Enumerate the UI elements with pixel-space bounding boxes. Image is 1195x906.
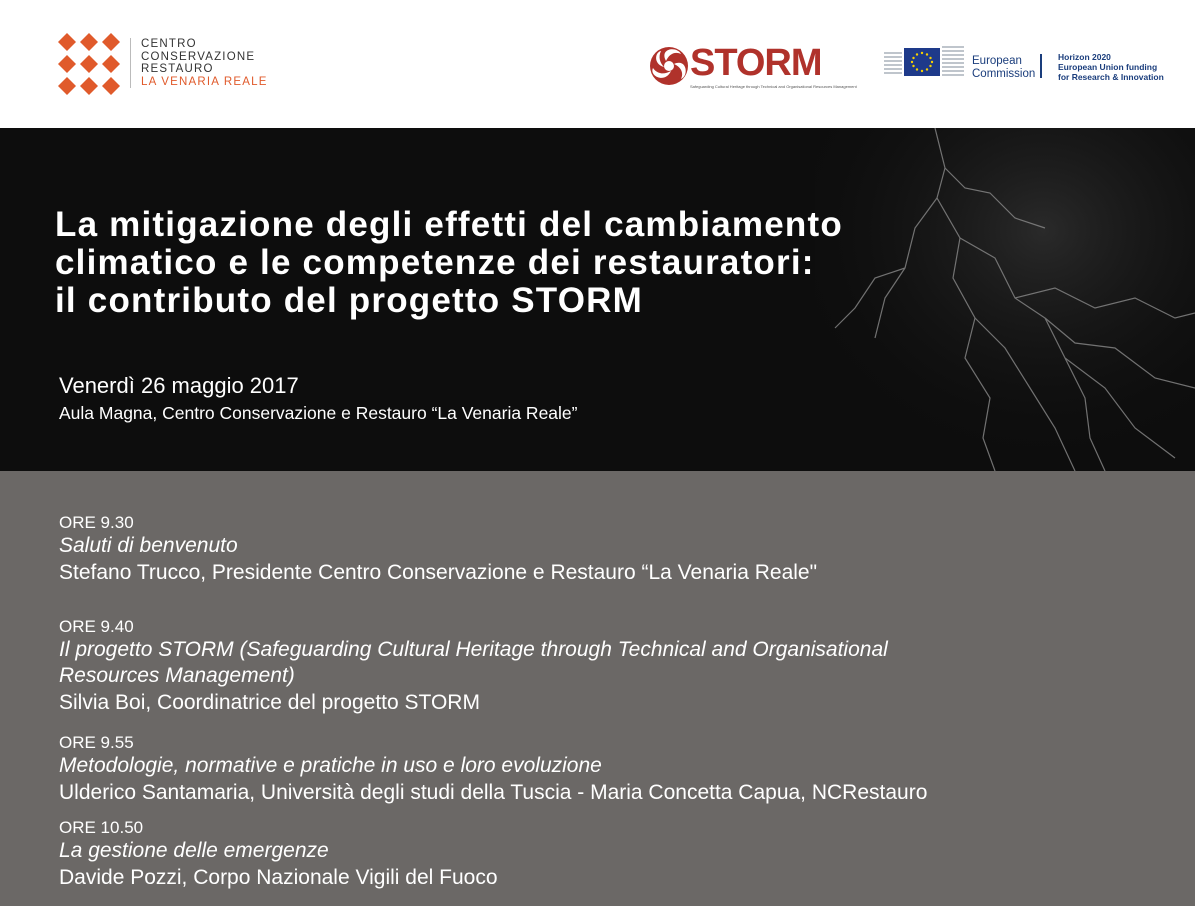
ccr-line-2: CONSERVAZIONE xyxy=(141,50,256,63)
program-item xyxy=(59,818,498,892)
program-item xyxy=(59,733,927,807)
hero-banner xyxy=(0,128,1195,471)
title-line-3: il contributo del progetto STORM xyxy=(55,281,643,320)
program-time: ORE 9.30 xyxy=(59,513,134,532)
horizon-2020-text xyxy=(1058,52,1164,82)
program-speaker: Silvia Boi, Coordinatrice del progetto STORM xyxy=(59,691,480,714)
program-time: ORE 10.50 xyxy=(59,818,144,837)
ccr-line-1: CENTRO xyxy=(141,38,197,50)
title-line-2: climatico e le competenze dei restauratori: xyxy=(55,243,815,282)
program-speaker: Davide Pozzi, Corpo Nazionale Vigili del Fuoco xyxy=(59,866,498,889)
ec-line-1: European xyxy=(972,55,1022,67)
program-talk: La gestione delle emergenze xyxy=(59,839,329,862)
storm-tagline: Safeguarding Cultural Heritage through Technical and Organisational Resources Management xyxy=(690,84,857,89)
program-speaker: Ulderico Santamaria, Università degli studi della Tuscia - Maria Concetta Capua, NCRestauro xyxy=(59,781,928,804)
program-item xyxy=(59,617,888,717)
european-commission-logo-icon xyxy=(884,38,974,82)
program-time: ORE 9.40 xyxy=(59,617,134,636)
logo-divider xyxy=(130,38,131,88)
program-talk: Metodologie, normative e pratiche in uso e loro evoluzione xyxy=(59,754,602,777)
program-talk: Resources Management) xyxy=(59,664,295,687)
ec-line-2: Commission xyxy=(972,68,1036,80)
event-venue: Aula Magna, Centro Conservazione e Restauro “La Venaria Reale” xyxy=(59,403,578,423)
program-talk: Il progetto STORM (Safeguarding Cultural Heritage through Technical and Organisational xyxy=(59,638,888,661)
h2020-line-2: European Union funding xyxy=(1058,62,1158,72)
header xyxy=(0,0,1195,128)
program-item xyxy=(59,513,817,587)
h2020-line-3: for Research & Innovation xyxy=(1058,72,1164,82)
ccr-line-4: LA VENARIA REALE xyxy=(141,75,268,88)
ccr-logo-text xyxy=(141,38,268,88)
event-title xyxy=(55,206,1175,320)
program-talk: Saluti di benvenuto xyxy=(59,534,238,557)
title-line-1: La mitigazione degli effetti del cambiamento xyxy=(55,205,843,244)
h2020-line-1: Horizon 2020 xyxy=(1058,52,1111,62)
orange-diamond-grid-icon xyxy=(56,33,122,95)
program-speaker: Stefano Trucco, Presidente Centro Conservazione e Restauro “La Venaria Reale" xyxy=(59,561,818,584)
ec-divider xyxy=(1040,54,1042,78)
ccr-line-3: RESTAURO xyxy=(141,63,214,75)
program-time: ORE 9.55 xyxy=(59,733,134,752)
ec-logo-text xyxy=(972,55,1035,81)
event-date: Venerdì 26 maggio 2017 xyxy=(59,373,299,398)
program-section xyxy=(0,471,1195,906)
storm-wordmark: STORM xyxy=(690,42,822,84)
